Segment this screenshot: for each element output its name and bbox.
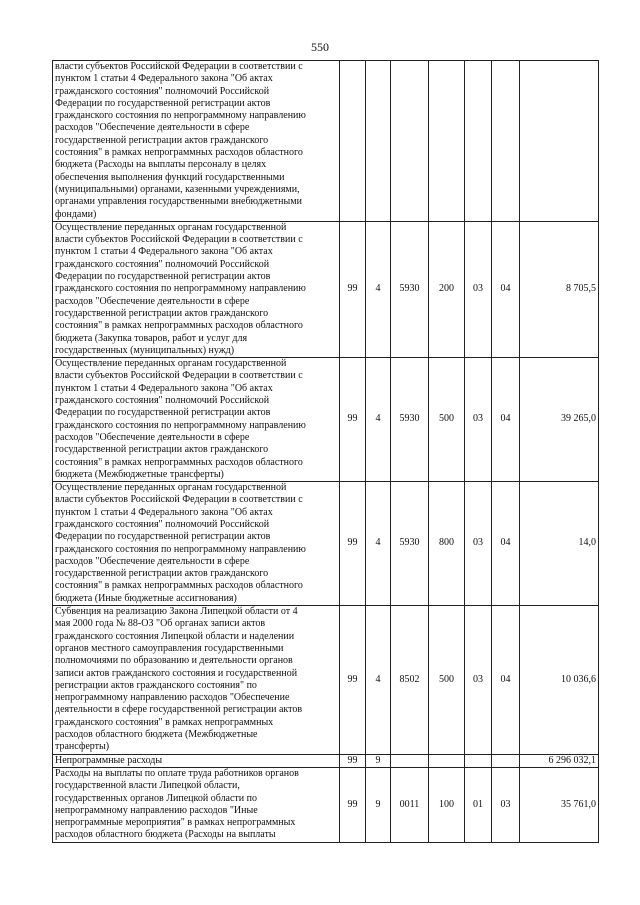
program-code: 99 bbox=[340, 358, 366, 482]
program-code: 99 bbox=[340, 482, 366, 606]
row-description: Осуществление переданных органам государственной власти субъектов Российской Федерации в соответствии с пунктом 1 статьи 4 Федерального закона "Об актах гражданского состояния" полномочий Российской Федерации по государственной регистрации актов гражданского состояния по непрограммному направлению расходов "Обеспечение деятельности в сфере государственной регистрации актов гражданского состояния" в рамках непрограммных расходов областного бюджета (Закупка товаров, работ и услуг для государственных (муниципальных) нужд) bbox=[53, 221, 340, 357]
subsection-code: 03 bbox=[492, 767, 520, 842]
section-code: 03 bbox=[465, 482, 492, 606]
subsection-code bbox=[492, 61, 520, 222]
direction-code bbox=[391, 754, 429, 767]
amount: 39 265,0 bbox=[520, 358, 599, 482]
subprogram-code: 9 bbox=[366, 767, 391, 842]
row-description: власти субъектов Российской Федерации в соответствии с пунктом 1 статьи 4 Федерального закона "Об актах гражданского состояния" полномочий Российской Федерации по государственной регистрации актов гражданского состояния по непрограммному направлению расходов "Обеспечение деятельности в сфере государственной регистрации актов гражданского состояния" в рамках непрограммных расходов областного бюджета (Расходы на выплаты персоналу в целях обеспечения выполнения функций государственными (муниципальными) органами, казенными учреждениями, органами управления государственными внебюджетными фондами) bbox=[53, 61, 340, 222]
subsection-code: 04 bbox=[492, 221, 520, 357]
section-code: 03 bbox=[465, 221, 492, 357]
expense-type-code: 100 bbox=[429, 767, 465, 842]
budget-table bbox=[52, 60, 599, 843]
subsection-code bbox=[492, 754, 520, 767]
row-description: Непрограммные расходы bbox=[53, 754, 340, 767]
expense-type-code: 200 bbox=[429, 221, 465, 357]
expense-type-code: 500 bbox=[429, 606, 465, 755]
expense-type-code bbox=[429, 754, 465, 767]
expense-type-code bbox=[429, 61, 465, 222]
direction-code: 5930 bbox=[391, 221, 429, 357]
direction-code: 0011 bbox=[391, 767, 429, 842]
subsection-code: 04 bbox=[492, 606, 520, 755]
row-description: Осуществление переданных органам государственной власти субъектов Российской Федерации в соответствии с пунктом 1 статьи 4 Федерального закона "Об актах гражданского состояния" полномочий Российской Федерации по государственной регистрации актов гражданского состояния по непрограммному направлению расходов "Обеспечение деятельности в сфере государственной регистрации актов гражданского состояния" в рамках непрограммных расходов областного бюджета (Иные бюджетные ассигнования) bbox=[53, 482, 340, 606]
row-description: Расходы на выплаты по оплате труда работников органов государственной власти Липецкой области, государственных органов Липецкой области по непрограммному направлению расходов "Иные непрограммные мероприятия" в рамках непрограммных расходов областного бюджета (Расходы на выплаты bbox=[53, 767, 340, 842]
amount bbox=[520, 61, 599, 222]
table-row bbox=[53, 482, 599, 606]
subsection-code: 04 bbox=[492, 482, 520, 606]
section-code: 01 bbox=[465, 767, 492, 842]
program-code: 99 bbox=[340, 767, 366, 842]
row-description: Осуществление переданных органам государственной власти субъектов Российской Федерации в соответствии с пунктом 1 статьи 4 Федерального закона "Об актах гражданского состояния" полномочий Российской Федерации по государственной регистрации актов гражданского состояния по непрограммному направлению расходов "Обеспечение деятельности в сфере государственной регистрации актов гражданского состояния" в рамках непрограммных расходов областного бюджета (Межбюджетные трансферты) bbox=[53, 358, 340, 482]
subprogram-code: 4 bbox=[366, 358, 391, 482]
table-row bbox=[53, 358, 599, 482]
section-code: 03 bbox=[465, 606, 492, 755]
subprogram-code bbox=[366, 61, 391, 222]
amount: 10 036,6 bbox=[520, 606, 599, 755]
subprogram-code: 4 bbox=[366, 221, 391, 357]
table-row bbox=[53, 221, 599, 357]
section-code: 03 bbox=[465, 358, 492, 482]
page-number: 550 bbox=[311, 40, 329, 54]
subprogram-code: 4 bbox=[366, 482, 391, 606]
subprogram-code: 4 bbox=[366, 606, 391, 755]
direction-code: 8502 bbox=[391, 606, 429, 755]
amount: 8 705,5 bbox=[520, 221, 599, 357]
table-row bbox=[53, 767, 599, 842]
amount: 35 761,0 bbox=[520, 767, 599, 842]
table-row bbox=[53, 606, 599, 755]
expense-type-code: 500 bbox=[429, 358, 465, 482]
direction-code: 5930 bbox=[391, 358, 429, 482]
subsection-code: 04 bbox=[492, 358, 520, 482]
section-code bbox=[465, 61, 492, 222]
section-code bbox=[465, 754, 492, 767]
amount: 6 296 032,1 bbox=[520, 754, 599, 767]
table-row bbox=[53, 61, 599, 222]
expense-type-code: 800 bbox=[429, 482, 465, 606]
direction-code: 5930 bbox=[391, 482, 429, 606]
amount: 14,0 bbox=[520, 482, 599, 606]
program-code: 99 bbox=[340, 754, 366, 767]
row-description: Субвенция на реализацию Закона Липецкой области от 4 мая 2000 года № 88-ОЗ "Об органах записи актов гражданского состояния Липецкой области и наделении органов местного самоуправления государственными полномочиями по образованию и деятельности органов записи актов гражданского состояния и государственной регистрации актов гражданского состояния" по непрограммному направлению расходов "Обеспечение деятельности в сфере государственной регистрации актов гражданского состояния" в рамках непрограммных расходов областного бюджета (Межбюджетные трансферты) bbox=[53, 606, 340, 755]
direction-code bbox=[391, 61, 429, 222]
program-code bbox=[340, 61, 366, 222]
subprogram-code: 9 bbox=[366, 754, 391, 767]
program-code: 99 bbox=[340, 606, 366, 755]
program-code: 99 bbox=[340, 221, 366, 357]
table-row bbox=[53, 754, 599, 767]
